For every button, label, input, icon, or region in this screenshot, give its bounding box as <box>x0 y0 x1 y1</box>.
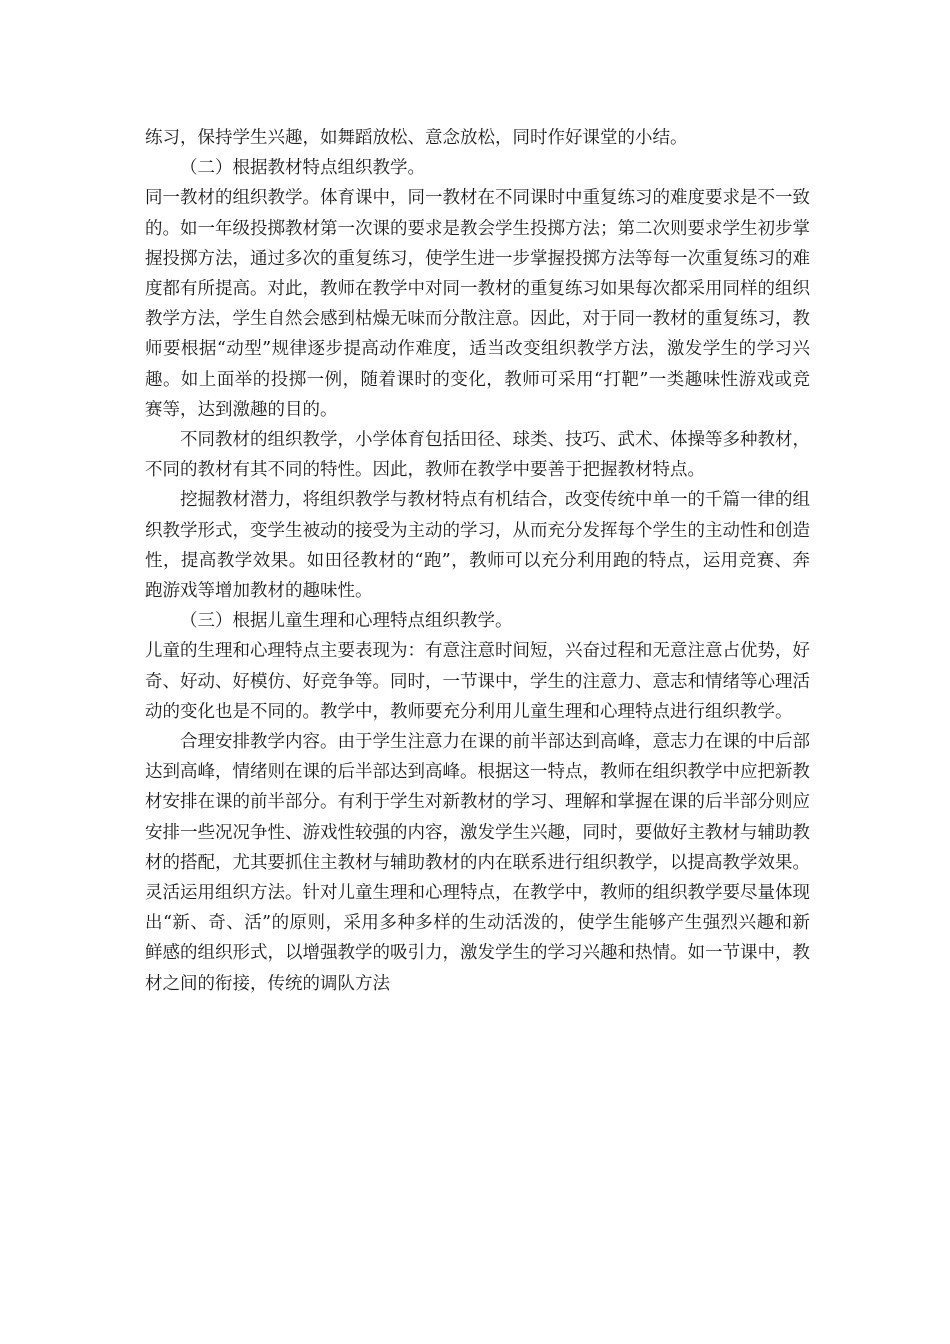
paragraph-material-potential: 挖掘教材潜力，将组织教学与教材特点有机结合，改变传统中单一的千篇一律的组织教学形式，变学生被动的接受为主动的学习，从而充分发挥每个学生的主动性和创造性，提高教学效果。如田径教材的“跑”，教师可以充分利用跑的特点，运用竞赛、奔跑游戏等增加教材的趣味性。 <box>145 490 810 602</box>
section-heading-3: （三）根据儿童生理和心理特点组织教学。 <box>180 611 513 632</box>
paragraph-arrange-content: 合理安排教学内容。由于学生注意力在课的前半部达到高峰，意志力在课的中后部达到高峰，情绪则在课的后半部达到高峰。根据这一特点，教师在组织教学中应把新教材安排在课的前半部分。有利于学生对新教材的学习、理解和掌握在课的后半部分则应安排一些况况争性、游戏性较强的内容，激发学生兴趣，同时，要做好主教材与辅助教材的搭配，尤其要抓住主教材与辅助教材的内在联系进行组织教学，以提高教学效果。灵活运用组织方法。针对儿童生理和心理特点，在教学中，教师的组织教学要尽量体现出“新、奇、活”的原则，采用多种多样的生动活泼的，使学生能够产生强烈兴趣和新鲜感的组织形式，以增强教学的吸引力，激发学生的学习兴趣和热情。如一节课中，教材之间的衔接，传统的调队方法 <box>145 732 810 994</box>
paragraph-continuation: 练习，保持学生兴趣，如舞蹈放松、意念放松，同时作好课堂的小结。 <box>145 128 688 148</box>
paragraph-same-material: 同一教材的组织教学。体育课中，同一教材在不同课时中重复练习的难度要求是不一致的。如一年级投掷教材第一次课的要求是教会学生投掷方法；第二次则要求学生初步掌握投掷方法，通过多次的重复练习，使学生进一步掌握投掷方法等每一次重复练习的难度都有所提高。对此，教师在教学中对同一教材的重复练习如果每次都采用同样的组织教学方法，学生自然会感到枯燥无味而分散注意。因此，对于同一教材的重复练习，教师要根据“动型”规律逐步提高动作难度，适当改变组织教学方法，激发学生的学习兴趣。如上面举的投掷一例，随着课时的变化，教师可采用“打靶”一类趣味性游戏或竞赛等，达到激趣的目的。 <box>145 188 810 420</box>
section-heading-2: （二）根据教材特点组织教学。 <box>180 158 425 179</box>
paragraph-child-characteristics: 儿童的生理和心理特点主要表现为：有意注意时间短，兴奋过程和无意注意占优势，好奇、好动、好模仿、好竞争等。同时，一节课中，学生的注意力、意志和情绪等心理活动的变化也是不同的。教学中，教师要充分利用儿童生理和心理特点进行组织教学。 <box>145 641 810 722</box>
document-body <box>145 123 810 999</box>
paragraph-different-material: 不同教材的组织教学，小学体育包括田径、球类、技巧、武术、体操等多种教材，不同的教材有其不同的特性。因此，教师在教学中要善于把握教材特点。 <box>145 430 810 481</box>
